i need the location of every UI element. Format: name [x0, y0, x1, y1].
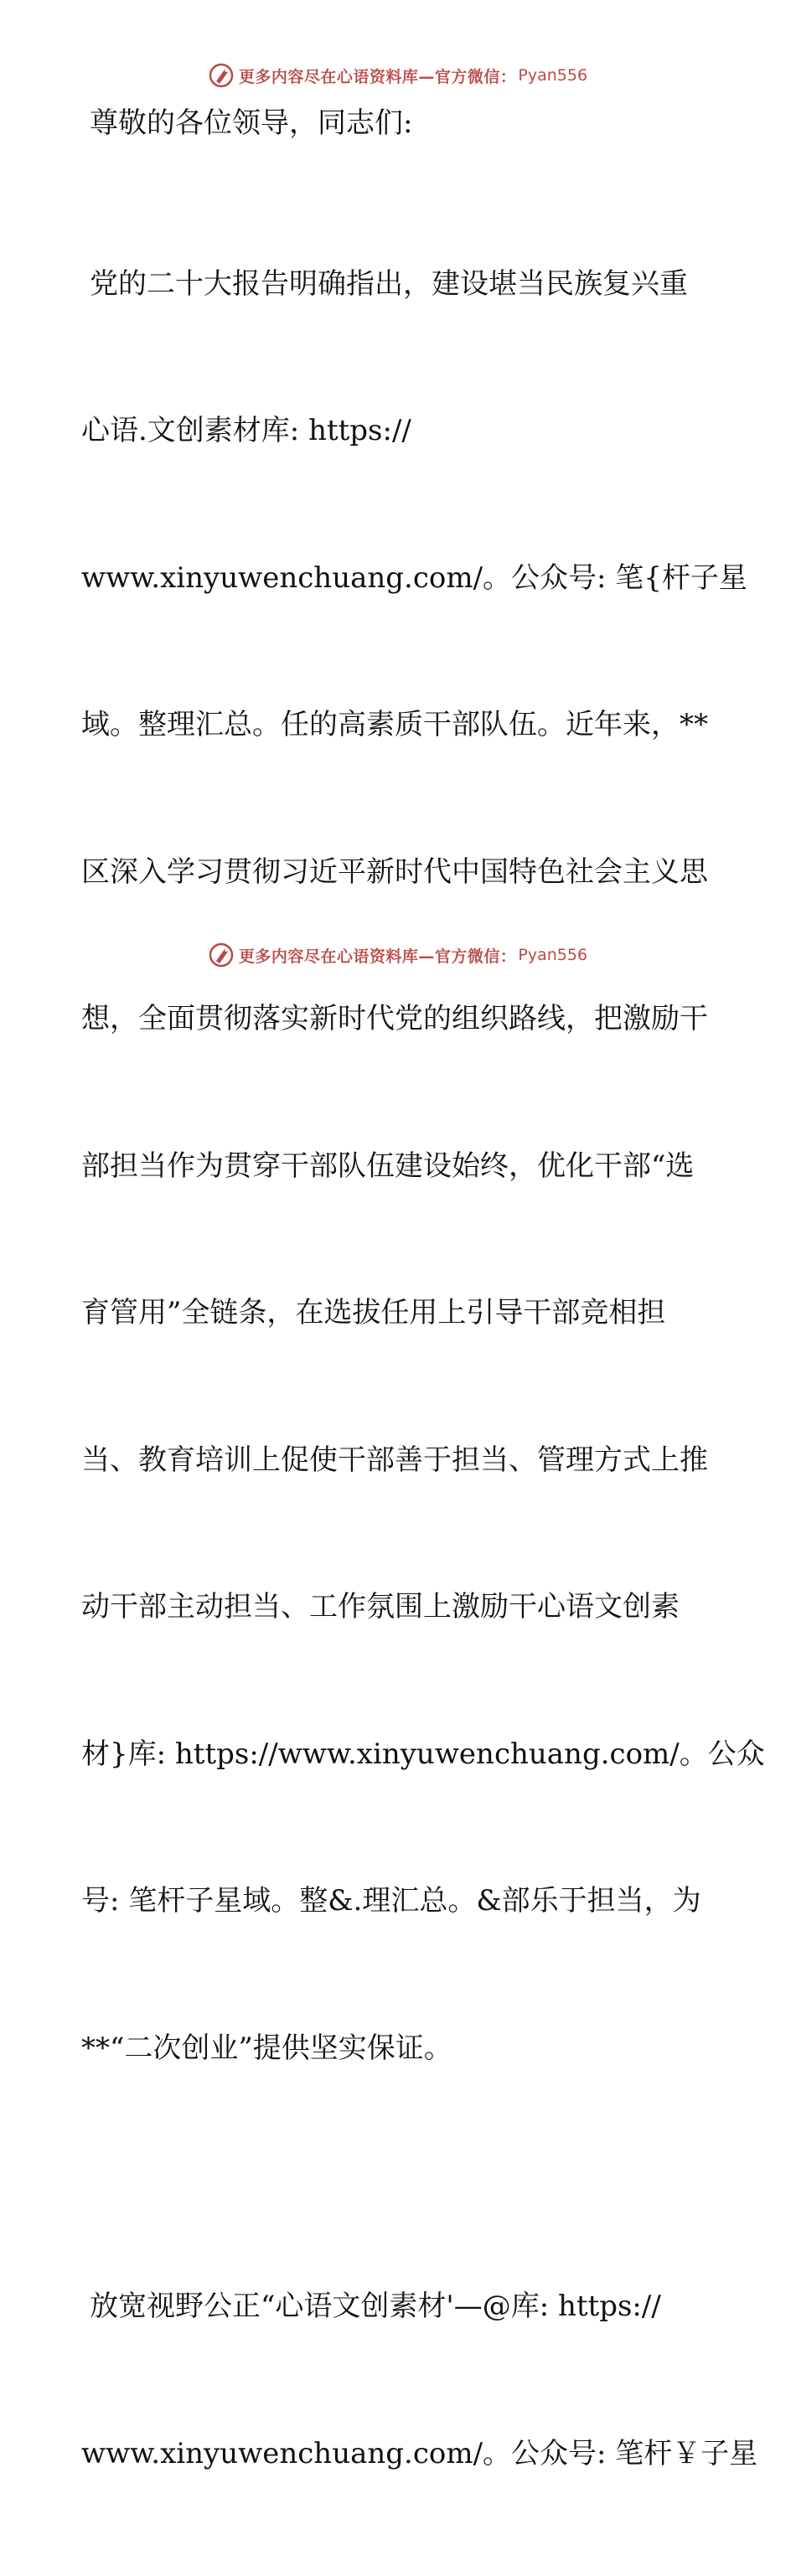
- paragraph-1-line: 心语.文创素材库: https://: [81, 414, 411, 447]
- paragraph-1-line: 当、教育培训上促使干部善于担当、管理方式上推: [81, 1443, 708, 1477]
- header-banner-handle: Pyan556: [518, 66, 588, 85]
- paragraph-2-line: 放宽视野公正“心语文创素材'—@库: https://: [90, 2289, 661, 2323]
- pen-nib-logo-icon: [209, 63, 234, 88]
- paragraph-2: [81, 2184, 758, 2576]
- footer-banner-text: 更多内容尽在心语资料库—官方微信：: [238, 947, 517, 966]
- paragraph-1-line: 号: 笔杆子星域。整&.理汇总。&部乐于担当，为: [81, 1884, 701, 1918]
- paragraph-1-line: 想，全面贯彻落实新时代党的组织路线，把激励干: [81, 1002, 708, 1035]
- pen-nib-logo-icon: [209, 942, 234, 968]
- paragraph-1-line: 部担当作为贯穿干部队伍建设始终，优化干部“选: [81, 1149, 695, 1183]
- paragraph-2-line: www.xinyuwenchuang.com/。公众号: 笔杆￥子星: [81, 2436, 758, 2470]
- paragraph-1-line: 域。整理汇总。任的高素质干部队伍。近年来，**: [81, 708, 708, 741]
- salutation: 尊敬的各位领导，同志们:: [90, 106, 413, 140]
- paragraph-1-line: 材}库: https://www.xinyuwenchuang.com/。公众: [81, 1737, 765, 1771]
- footer-banner: [0, 938, 796, 972]
- paragraph-1-line: 动干部主动担当、工作氛围上激励干心语文创素: [81, 1590, 680, 1624]
- header-banner: [0, 59, 796, 92]
- header-banner-text: 更多内容尽在心语资料库—官方微信：: [238, 67, 517, 86]
- paragraph-1: [81, 162, 765, 2171]
- paragraph-1-line: 区深入学习贯彻习近平新时代中国特色社会主义思: [81, 854, 708, 889]
- footer-banner-handle: Pyan556: [518, 946, 588, 964]
- paragraph-1-line: **“二次创业”提供坚实保证。: [81, 2031, 452, 2065]
- paragraph-1-line: 党的二十大报告明确指出，建设堪当民族复兴重: [90, 266, 688, 301]
- paragraph-1-line: www.xinyuwenchuang.com/。公众号: 笔{杆子星: [81, 560, 747, 595]
- paragraph-1-line: 育管用”全链条，在选拔任用上引导干部竞相担: [81, 1296, 666, 1329]
- document-body: [81, 99, 765, 2576]
